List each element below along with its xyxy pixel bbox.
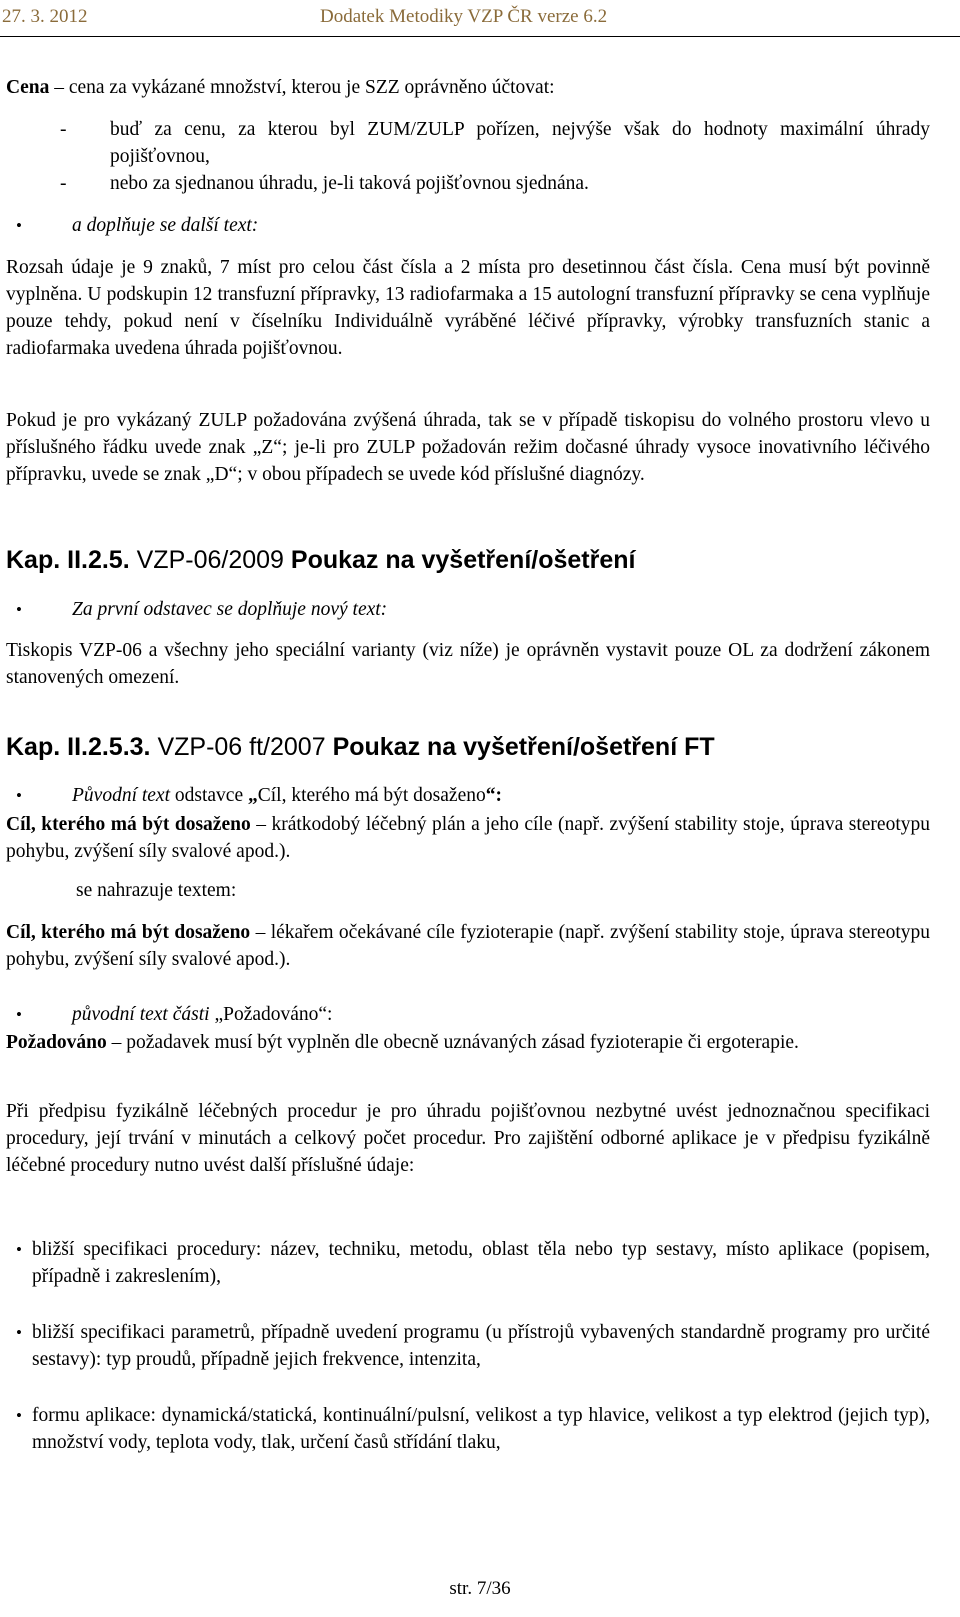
bullet-marker: • (16, 216, 22, 235)
quote-close: “: (485, 785, 502, 806)
bullet-marker: • (16, 786, 22, 805)
quote-open: „ (248, 785, 258, 806)
procedure-item-text: bližší specifikaci parametrů, případně uvedení programu (u přístrojů vybavených standardně programy pro určité sestavy): typ proudů, případně jejich frekvence, intenzita, (32, 1322, 930, 1370)
kap1-bullet-text: Za první odstavec se doplňuje nový text: (72, 599, 388, 620)
chapter-heading-2-5 (6, 544, 635, 576)
required-text: – požadavek musí být vyplněn dle obecně uznávaných zásad fyzioterapie či ergoterapie. (106, 1032, 799, 1053)
cena-item-text: buď za cenu, za kterou byl ZUM/ZULP pořízen, nejvýše však do hodnoty maximální úhrady pojišťovnou, (110, 119, 930, 167)
header-date: 27. 3. 2012 (2, 6, 88, 27)
old-goal-text: – krátkodobý léčebný plán a jeho cíle (např. zvýšení stability stoje, úprava stereotypu pohybu, zvýšení síly svalové apod.). (6, 814, 931, 862)
cena-item-text: nebo za sjednanou úhradu, je-li taková pojišťovnou sjednána. (110, 173, 589, 194)
chapter-number: Kap. II.2.5.3. (6, 733, 151, 761)
procedure-item-text: formu aplikace: dynamická/statická, kontinuální/pulsní, velikost a typ hlavice, velikost a typ elektrod (jejich typ), množství vody, teplota vody, tlak, určení časů střídání tlaku, (32, 1405, 930, 1453)
chapter-number: Kap. II.2.5. (6, 546, 130, 574)
dash-marker: - (60, 119, 67, 140)
required-term: Požadováno (6, 1032, 107, 1053)
kap2-bullet-1-text (72, 782, 930, 809)
cena-bullet-text: a doplňuje se další text: (72, 215, 259, 236)
bullet-marker: • (16, 1406, 22, 1425)
new-goal-term: Cíl, kterého má být dosaženo (6, 922, 251, 943)
replace-note: se nahrazuje textem: (76, 880, 237, 901)
cena-term: Cena (6, 77, 50, 98)
chapter-code: VZP-06 ft/2007 (150, 733, 333, 761)
required-definition (6, 1029, 930, 1056)
chapter-title: Poukaz na vyšetření/ošetření FT (332, 733, 715, 761)
new-goal-definition (6, 919, 930, 973)
new-goal-text: – lékařem očekávané cíle fyzioterapie (např. zvýšení stability stoje, úprava stereotypu pohybu, zvýšení síly svalové apod.). (6, 922, 930, 970)
cena-paragraph-1: Rozsah údaje je 9 znaků, 7 míst pro celou část čísla a 2 místa pro desetinnou část čísla. Cena musí být povinně vyplněna. U podskupin 12 transfuzní přípravky, 13 radiofarmaka a 15 autologní transfuzní přípravky se cena vyplňuje pouze tehdy, pokud není v číselníku Individuálně vyráběné léčivé přípravky, výrobky transfuzních stanic a radiofarmaka uvedena úhrada pojišťovnou. (6, 257, 930, 359)
old-goal-term: Cíl, kterého má být dosaženo (6, 814, 251, 835)
procedure-paragraph: Při předpisu fyzikálně léčebných procedur je pro úhradu pojišťovnou nezbytné uvést jednoznačnou specifikaci procedury, její trvání v minutách a celkový počet procedur. Pro zajištění odborné aplikace je v předpisu fyzikálně léčebné procedury nutno uvést další příslušné údaje: (6, 1101, 930, 1176)
bullet-italic-part: původní text části (72, 1004, 210, 1025)
bullet-marker: • (16, 600, 22, 619)
bullet-marker: • (16, 1323, 22, 1342)
bullet-normal-part: odstavce (170, 785, 248, 806)
bullet-marker: • (16, 1240, 22, 1259)
bullet-normal-part: „Požadováno“: (209, 1004, 333, 1025)
cena-definition (6, 74, 930, 101)
old-goal-definition (6, 811, 930, 865)
bullet-marker: • (16, 1005, 22, 1024)
chapter-title: Poukaz na vyšetření/ošetření (290, 546, 636, 574)
cena-def: – cena za vykázané množství, kterou je SZZ oprávněno účtovat: (49, 77, 555, 98)
page-header (0, 4, 960, 37)
bullet-italic-part: Původní text (72, 785, 171, 806)
procedure-item-text: bližší specifikaci procedury: název, techniku, metodu, oblast těla nebo typ sestavy, místo aplikace (popisem, případně i zakreslením), (32, 1239, 930, 1287)
page-number: str. 7/36 (449, 1578, 511, 1599)
bullet-quote: Cíl, kterého má být dosaženo (257, 785, 486, 806)
kap2-bullet-2-text (72, 1001, 930, 1028)
kap1-paragraph: Tiskopis VZP-06 a všechny jeho speciální varianty (viz níže) je oprávněn vystavit pouze OL za dodržení zákonem stanovených omezení. (6, 640, 930, 688)
chapter-heading-2-5-3 (6, 731, 715, 763)
chapter-code: VZP-06/2009 (129, 546, 291, 574)
header-document-title: Dodatek Metodiky VZP ČR verze 6.2 (320, 6, 608, 27)
dash-marker: - (60, 173, 67, 194)
cena-paragraph-2: Pokud je pro vykázaný ZULP požadována zvýšená úhrada, tak se v případě tiskopisu do volného prostoru vlevo u příslušného řádku uvede znak „Z“; je-li pro ZULP požadován režim dočasné úhrady vysoce inovativního léčivého přípravku, uvede se znak „D“; v obou případech se uvede kód příslušné diagnózy. (6, 410, 930, 485)
